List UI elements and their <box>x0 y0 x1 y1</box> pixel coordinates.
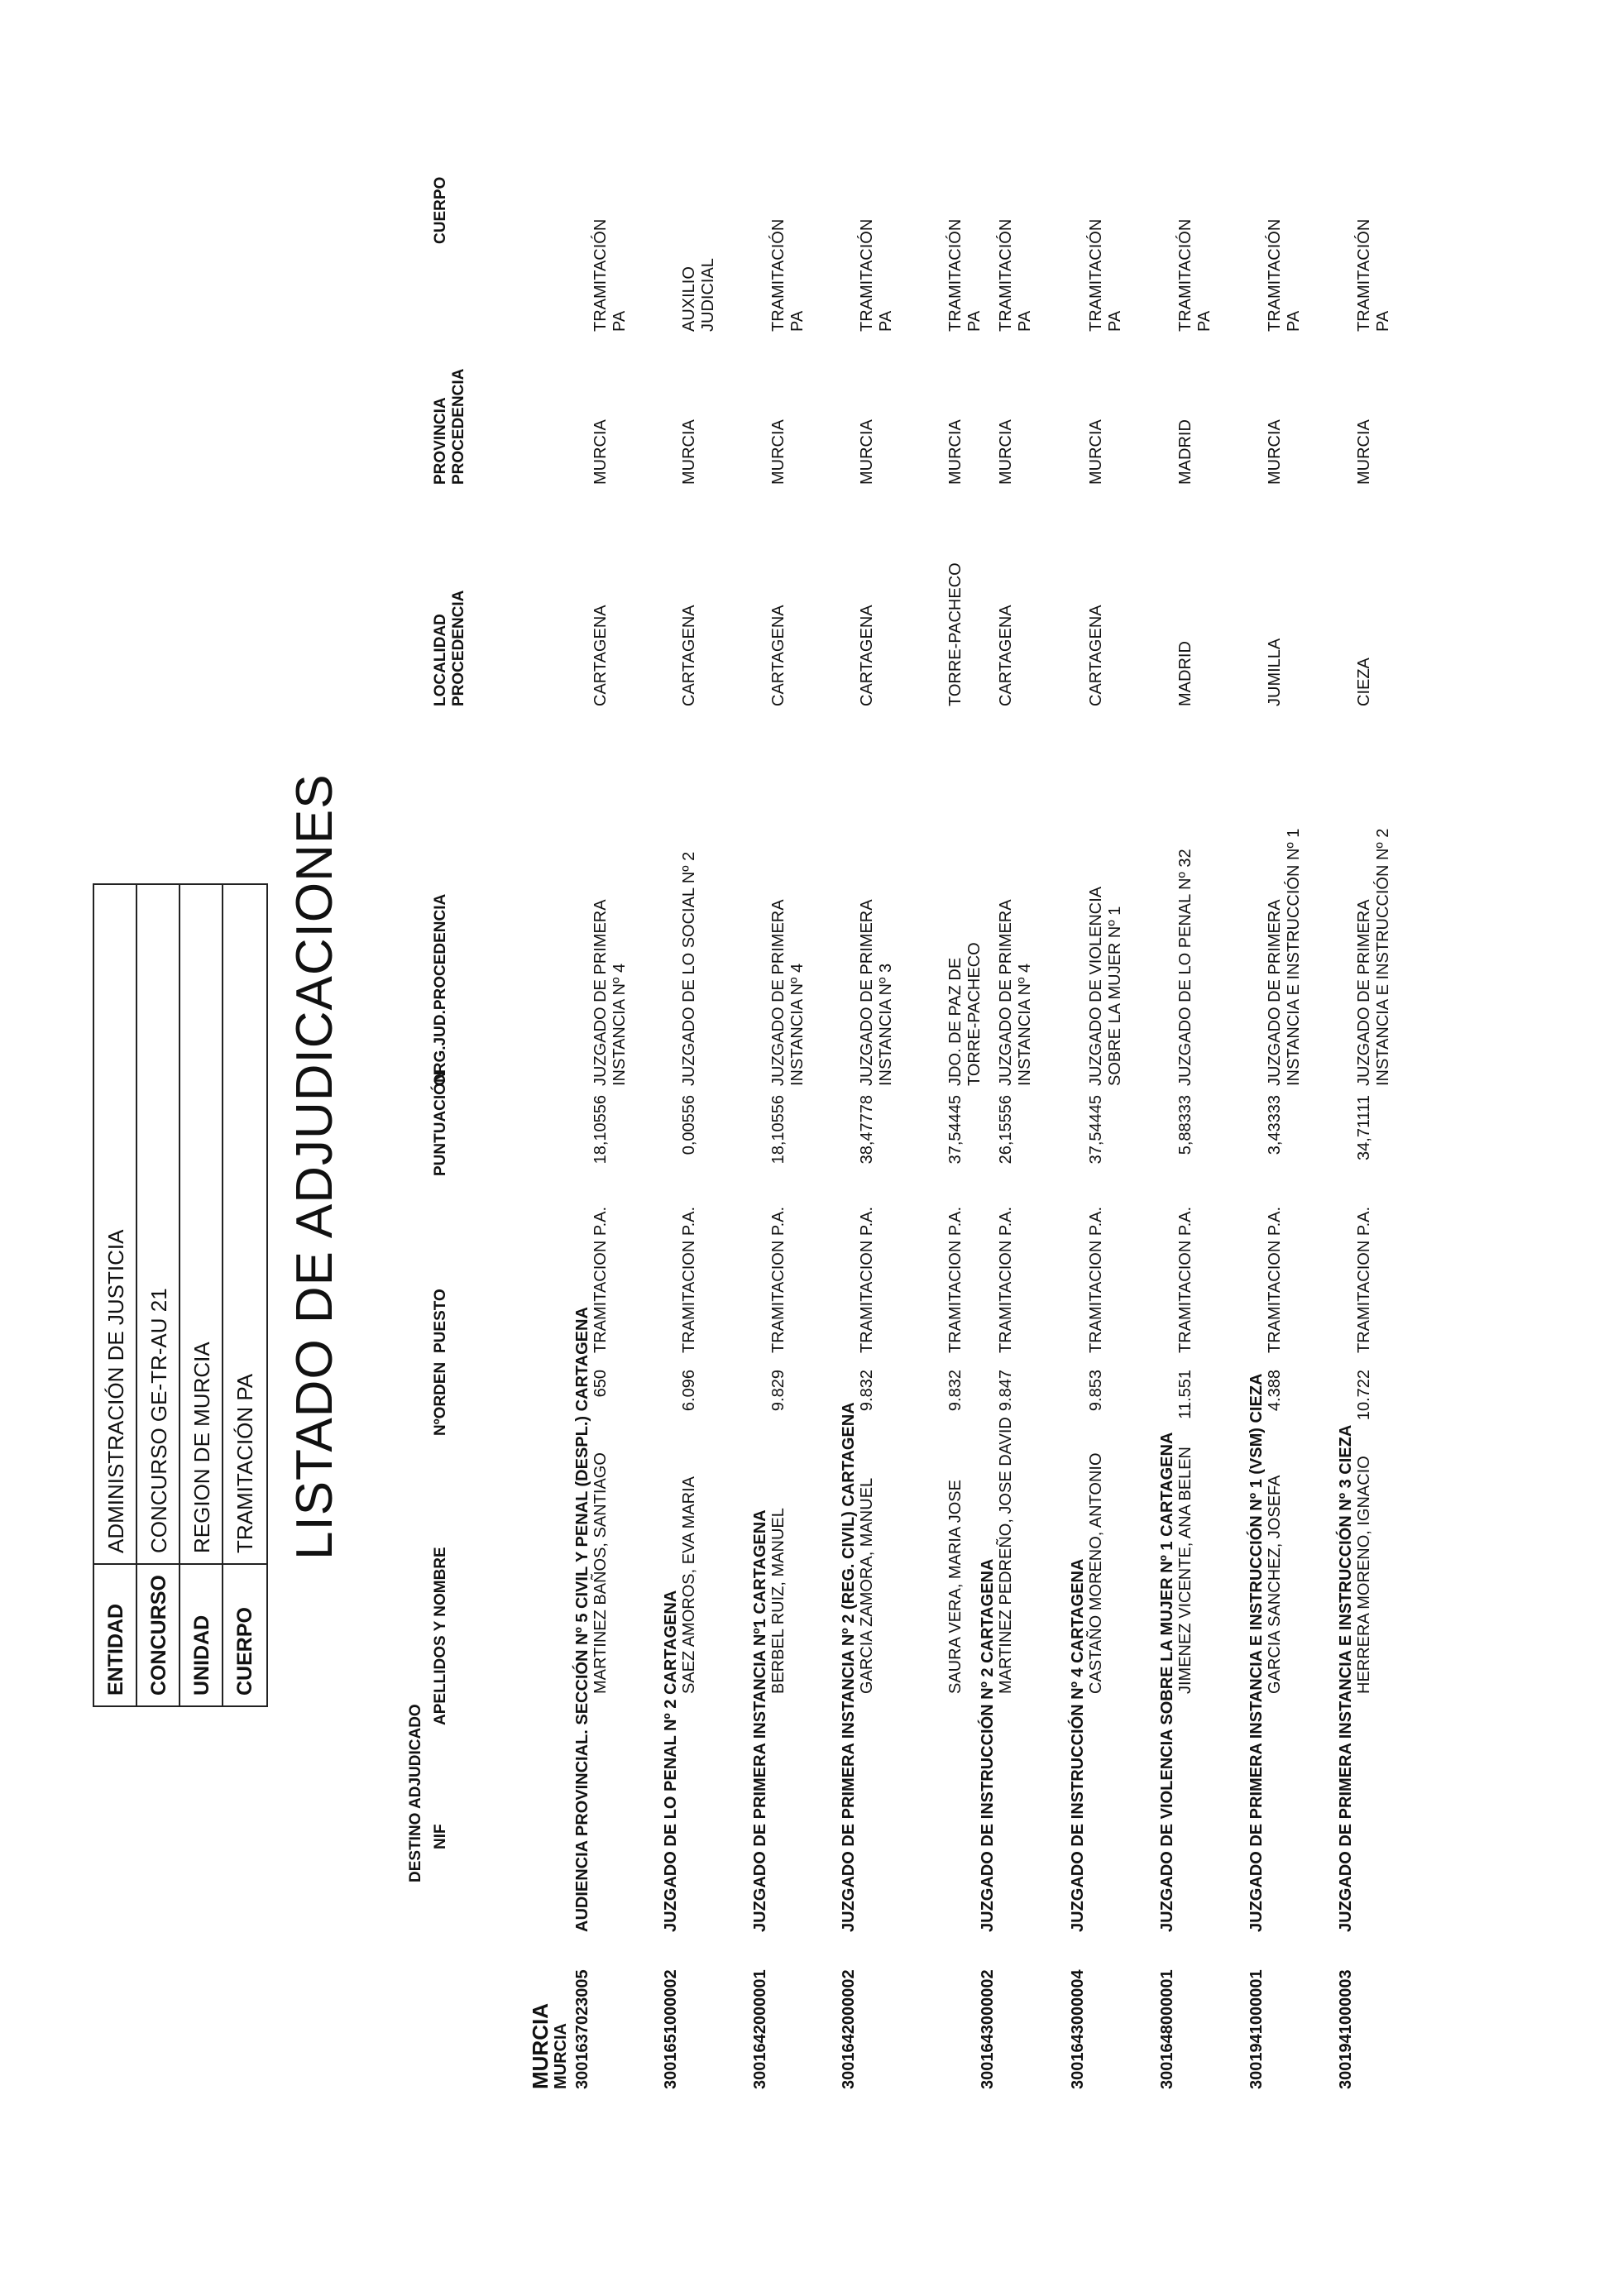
org-procedencia <box>1266 829 1304 1086</box>
destino-name: AUDIENCIA PROVINCIAL. SECCIÓN Nº 5 CIVIL Y PENAL (DESPL.) CARTAGENA <box>573 1307 591 1932</box>
destino-code: 3001642000001 <box>751 1969 769 2089</box>
page-title: LISTADO DE ADJUDICACIONES <box>286 773 343 1560</box>
cuerpo-value <box>591 219 630 332</box>
header-label: CUERPO <box>223 1563 266 1705</box>
cuerpo-line: TRAMITACIÓN <box>858 218 876 332</box>
header-row-concurso <box>137 885 180 1705</box>
destino-code: 3001941000001 <box>1247 1969 1266 2089</box>
puntuacion-value: 37,54445 <box>1087 1095 1105 1165</box>
cuerpo-line: PA <box>1195 310 1214 332</box>
localidad-value: CARTAGENA <box>591 605 610 706</box>
destino-code: 3001637023005 <box>573 1969 591 2089</box>
puesto-value: TRAMITACION P.A. <box>680 1206 698 1353</box>
applicant-name: SAURA VERA, MARIA JOSE <box>946 1480 965 1694</box>
orden-number: 10.722 <box>1355 1370 1373 1421</box>
norden-header: NºORDEN <box>432 1361 449 1436</box>
puntuacion-value: 18,10556 <box>769 1095 788 1165</box>
provincia-value: MADRID <box>1176 419 1195 485</box>
puesto-value: TRAMITACION P.A. <box>946 1206 965 1353</box>
header-label: CONCURSO <box>137 1563 179 1705</box>
cuerpo-line: TRAMITACIÓN <box>1176 218 1195 332</box>
localidad-value: CARTAGENA <box>997 605 1015 706</box>
puntuacion-value: 26,15556 <box>997 1095 1015 1165</box>
destino-name: JUZGADO DE INSTRUCCIÓN Nº 2 CARTAGENA <box>979 1558 997 1932</box>
puesto-value: TRAMITACION P.A. <box>858 1206 876 1353</box>
header-label: UNIDAD <box>180 1563 222 1705</box>
cuerpo-line: PA <box>610 310 629 332</box>
header-value: TRAMITACIÓN PA <box>232 1373 257 1553</box>
applicant-name: SAEZ AMOROS, EVA MARIA <box>680 1476 698 1694</box>
cuerpo-line: PA <box>877 310 895 332</box>
orden-number: 6.096 <box>680 1370 698 1412</box>
localidad-value: JUMILLA <box>1266 638 1284 706</box>
cuerpo-line: TRAMITACIÓN <box>946 218 965 332</box>
provincia-value: MURCIA <box>1087 419 1105 485</box>
cuerpo-value <box>1355 219 1393 332</box>
org-line: JUZGADO DE PRIMERA <box>997 899 1015 1086</box>
orden-number: 9.853 <box>1087 1370 1105 1412</box>
provincia-value: MURCIA <box>1266 419 1284 485</box>
puesto-value: TRAMITACION P.A. <box>591 1206 610 1353</box>
org-procedencia <box>680 852 699 1086</box>
destino-name: JUZGADO DE INSTRUCCIÓN Nº 4 CARTAGENA <box>1069 1558 1087 1932</box>
cuerpo-line: PA <box>1016 310 1034 332</box>
destino-name: JUZGADO DE PRIMERA INSTANCIA Nº 2 (REG. CIVIL) CARTAGENA <box>840 1402 858 1932</box>
cuerpo-line: TRAMITACIÓN <box>769 218 788 332</box>
puntuacion-value: 38,47778 <box>858 1095 876 1165</box>
puesto-value: TRAMITACION P.A. <box>1176 1206 1195 1353</box>
applicant-name: HERRERA MORENO, IGNACIO <box>1355 1456 1373 1694</box>
puntuacion-value: 0,00556 <box>680 1095 698 1155</box>
org-line: INSTANCIA Nº 4 <box>788 963 807 1086</box>
cuerpo-line: AUXILIO <box>680 266 698 332</box>
provincia-value: MURCIA <box>946 419 965 485</box>
cuerpo-value <box>1266 219 1304 332</box>
org-line: INSTANCIA Nº 3 <box>877 963 895 1086</box>
header-value: REGION DE MURCIA <box>189 1342 214 1553</box>
header-value: ADMINISTRACIÓN DE JUSTICIA <box>103 1229 128 1553</box>
provincia-value: MURCIA <box>858 419 876 485</box>
cuerpo-header: CUERPO <box>432 176 449 244</box>
subregion-label: MURCIA <box>552 2023 570 2089</box>
destino-name: JUZGADO DE PRIMERA INSTANCIA E INSTRUCCIÓN Nº 3 CIEZA <box>1337 1424 1355 1932</box>
puesto-value: TRAMITACION P.A. <box>1266 1206 1284 1353</box>
applicant-name: MARTINEZ PEDREÑO, JOSE DAVID <box>997 1417 1015 1694</box>
cuerpo-line: PA <box>788 310 807 332</box>
localidad-value: CIEZA <box>1355 658 1373 706</box>
localidad-header-line: LOCALIDAD <box>432 614 449 706</box>
org-line: JUZGADO DE PRIMERA <box>769 899 788 1086</box>
cuerpo-value <box>680 258 718 332</box>
applicant-name: JIMENEZ VICENTE, ANA BELEN <box>1176 1447 1195 1694</box>
org-line: JUZGADO DE VIOLENCIA <box>1087 886 1105 1086</box>
org-line: INSTANCIA E INSTRUCCIÓN Nº 2 <box>1374 828 1392 1086</box>
puesto-value: TRAMITACION P.A. <box>769 1206 788 1353</box>
org-procedencia <box>769 899 807 1086</box>
orden-number: 9.832 <box>858 1370 876 1412</box>
org-procedencia <box>858 899 896 1086</box>
cuerpo-value <box>1087 219 1125 332</box>
puntuacion-value: 34,71111 <box>1355 1095 1373 1160</box>
applicant-name: CASTAÑO MORENO, ANTONIO <box>1087 1452 1105 1694</box>
org-line: JUZGADO DE PRIMERA <box>858 899 876 1086</box>
cuerpo-value <box>1176 219 1214 332</box>
org-line: INSTANCIA Nº 4 <box>1016 963 1034 1086</box>
org-procedencia <box>997 899 1035 1086</box>
cuerpo-line: PA <box>965 310 984 332</box>
cuerpo-line: TRAMITACIÓN <box>591 218 610 332</box>
cuerpo-value <box>946 219 984 332</box>
applicant-name: GARCIA SANCHEZ, JOSEFA <box>1266 1475 1284 1694</box>
org-line: SOBRE LA MUJER Nº 1 <box>1106 906 1124 1086</box>
localidad-value: CARTAGENA <box>858 605 876 706</box>
cuerpo-value <box>769 219 807 332</box>
destino-code: 3001941000003 <box>1337 1969 1355 2089</box>
provincia-value: MURCIA <box>680 419 698 485</box>
cuerpo-line: TRAMITACIÓN <box>1266 218 1284 332</box>
orden-number: 4.388 <box>1266 1370 1284 1412</box>
applicant-name: GARCIA ZAMORA, MANUEL <box>858 1477 876 1694</box>
orden-number: 9.847 <box>997 1370 1015 1412</box>
region-label: MURCIA <box>528 2003 553 2089</box>
org-line: JUZGADO DE PRIMERA <box>1266 899 1284 1086</box>
cuerpo-value <box>858 219 896 332</box>
applicant-name: BERBEL RUIZ, MANUEL <box>769 1508 788 1694</box>
provincia-value: MURCIA <box>591 419 610 485</box>
cuerpo-line: JUDICIAL <box>699 258 717 332</box>
puesto-value: TRAMITACION P.A. <box>997 1206 1015 1353</box>
destino-code: 3001648000001 <box>1158 1969 1176 2089</box>
org-line: INSTANCIA Nº 4 <box>610 963 629 1086</box>
puntuacion-value: 3,43333 <box>1266 1095 1284 1155</box>
orden-number: 11.551 <box>1176 1370 1195 1419</box>
header-box <box>93 883 268 1707</box>
org-line: JDO. DE PAZ DE <box>946 957 965 1086</box>
destino-code: 3001651000002 <box>662 1969 680 2089</box>
provincia-value: MURCIA <box>769 419 788 485</box>
cuerpo-line: PA <box>1285 310 1303 332</box>
localidad-value: MADRID <box>1176 641 1195 706</box>
provincia-value: MURCIA <box>997 419 1015 485</box>
applicant-name: MARTINEZ BAÑOS, SANTIAGO <box>591 1452 610 1694</box>
localidad-value: CARTAGENA <box>680 605 698 706</box>
org-line: JUZGADO DE LO PENAL Nº 32 <box>1176 849 1195 1086</box>
org-line: JUZGADO DE PRIMERA <box>1355 899 1373 1086</box>
provincia-header-line: PROCEDENCIA <box>450 368 467 485</box>
provincia-header-line: PROVINCIA <box>432 397 449 485</box>
org-line: TORRE-PACHECO <box>965 942 984 1086</box>
destino-code: 3001642000002 <box>840 1969 858 2089</box>
org-line: INSTANCIA E INSTRUCCIÓN Nº 1 <box>1285 828 1303 1086</box>
puntuacion-value: 18,10556 <box>591 1095 610 1165</box>
localidad-value: TORRE-PACHECO <box>946 562 965 706</box>
orden-number: 9.829 <box>769 1370 788 1412</box>
provincia-value: MURCIA <box>1355 419 1373 485</box>
puesto-header: PUESTO <box>432 1289 449 1353</box>
puntuacion-value: 37,54445 <box>946 1095 965 1165</box>
cuerpo-value <box>997 219 1035 332</box>
localidad-header-line: PROCEDENCIA <box>450 590 467 706</box>
cuerpo-line: TRAMITACIÓN <box>1355 218 1373 332</box>
apellidos-header: APELLIDOS Y NOMBRE <box>432 1547 449 1725</box>
destino-code: 3001643000004 <box>1069 1969 1087 2089</box>
cuerpo-line: PA <box>1106 310 1124 332</box>
org-line: JUZGADO DE LO SOCIAL Nº 2 <box>680 851 698 1086</box>
header-label: ENTIDAD <box>94 1563 136 1705</box>
orden-number: 650 <box>591 1370 610 1398</box>
puesto-value: TRAMITACION P.A. <box>1087 1206 1105 1353</box>
puntuacion-value: 5,88333 <box>1176 1095 1195 1155</box>
org-procedencia <box>1176 849 1195 1086</box>
org-procedencia <box>591 899 630 1086</box>
orden-number: 9.832 <box>946 1370 965 1412</box>
puntuacion-header: PUNTUACIÓN <box>432 1071 449 1176</box>
localidad-header <box>432 591 468 706</box>
destino-header: DESTINO ADJUDICADO <box>407 1704 424 1882</box>
header-row-unidad <box>180 885 223 1705</box>
header-row-entidad <box>94 885 137 1705</box>
org-procedencia <box>1355 829 1393 1086</box>
destino-name: JUZGADO DE PRIMERA INSTANCIA Nº1 CARTAGENA <box>751 1509 769 1932</box>
org-procedencia <box>946 942 984 1086</box>
destino-name: JUZGADO DE VIOLENCIA SOBRE LA MUJER Nº 1 CARTAGENA <box>1158 1432 1176 1932</box>
org-header: ORG.JUD.PROCEDENCIA <box>432 893 449 1086</box>
org-line: JUZGADO DE PRIMERA <box>591 899 610 1086</box>
destino-name: JUZGADO DE LO PENAL Nº 2 CARTAGENA <box>662 1590 680 1932</box>
localidad-value: CARTAGENA <box>1087 605 1105 706</box>
provincia-header <box>432 369 468 485</box>
cuerpo-line: TRAMITACIÓN <box>1087 218 1105 332</box>
nif-header: NIF <box>432 1824 449 1849</box>
header-value: CONCURSO GE-TR-AU 21 <box>146 1288 171 1553</box>
puesto-value: TRAMITACION P.A. <box>1355 1206 1373 1353</box>
localidad-value: CARTAGENA <box>769 605 788 706</box>
destino-name: JUZGADO DE PRIMERA INSTANCIA E INSTRUCCIÓN Nº 1 (VSM) CIEZA <box>1247 1373 1266 1932</box>
header-row-cuerpo <box>223 885 266 1705</box>
destino-code: 3001643000002 <box>979 1969 997 2089</box>
cuerpo-line: TRAMITACIÓN <box>997 218 1015 332</box>
cuerpo-line: PA <box>1374 310 1392 332</box>
org-procedencia <box>1087 887 1125 1086</box>
